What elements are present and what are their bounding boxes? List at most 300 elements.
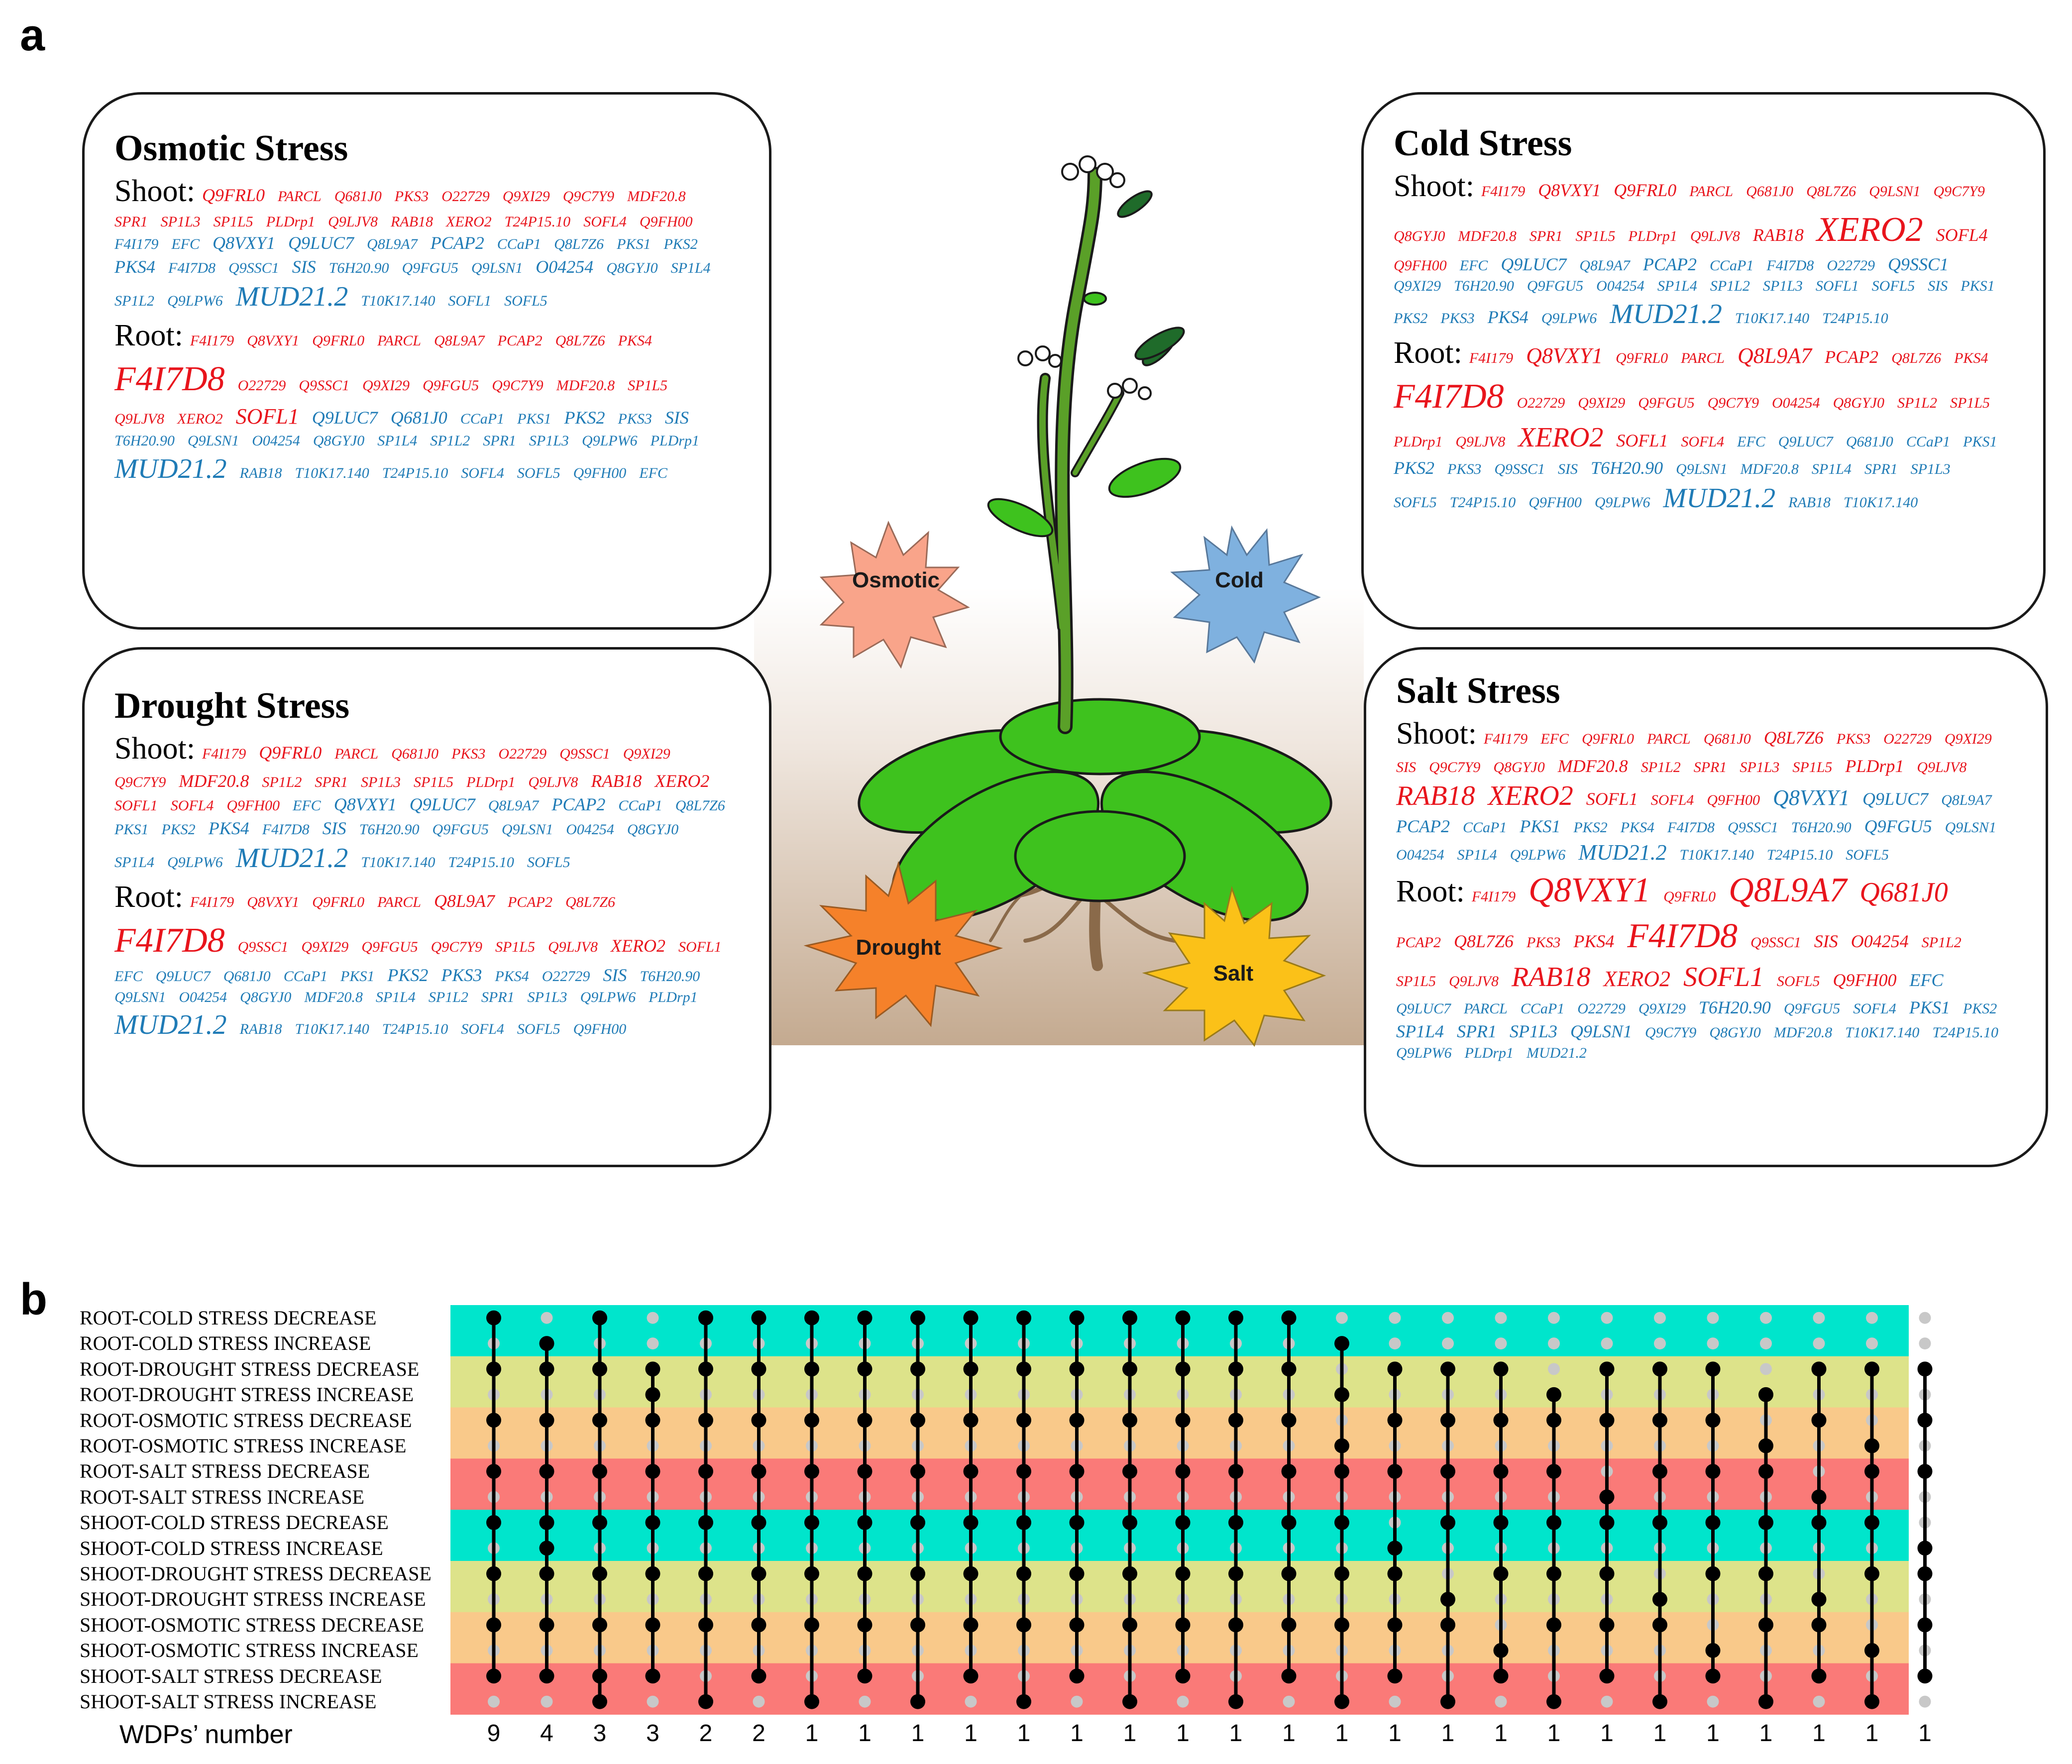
empty-dot bbox=[647, 1337, 659, 1349]
protein-word: MDF20.8 bbox=[1458, 227, 1517, 244]
filled-dot bbox=[1176, 1311, 1191, 1325]
protein-word: SP1L2 bbox=[1897, 394, 1937, 411]
filled-dot bbox=[486, 1311, 501, 1325]
protein-word: SP1L4 bbox=[670, 259, 711, 276]
protein-word: SP1L3 bbox=[160, 213, 201, 230]
protein-word: O04254 bbox=[252, 433, 300, 449]
protein-word: XERO2 bbox=[177, 411, 223, 428]
empty-dot bbox=[1389, 1337, 1401, 1349]
protein-word: SPR1 bbox=[1457, 1021, 1497, 1041]
protein-word: PKS4 bbox=[114, 256, 156, 277]
filled-dot bbox=[1600, 1668, 1615, 1683]
protein-word: Q8VXY1 bbox=[1528, 871, 1651, 909]
protein-word: PARCL bbox=[334, 745, 379, 762]
protein-word: PLDrp1 bbox=[1464, 1045, 1514, 1062]
filled-dot bbox=[1440, 1618, 1455, 1633]
protein-word: MUD21.2 bbox=[1527, 1045, 1587, 1062]
protein-word: Q9LSN1 bbox=[1945, 819, 1996, 836]
filled-dot bbox=[1388, 1362, 1403, 1377]
empty-dot bbox=[1813, 1696, 1825, 1708]
filled-dot bbox=[1440, 1592, 1455, 1607]
protein-word: Q8VXY1 bbox=[1526, 343, 1603, 368]
protein-word: F4I179 bbox=[190, 893, 234, 910]
protein-word: O04254 bbox=[179, 989, 227, 1005]
filled-dot bbox=[1440, 1515, 1455, 1530]
protein-word: F4I7D8 bbox=[168, 259, 216, 276]
protein-word: T6H20.90 bbox=[328, 259, 389, 276]
protein-word: T24P15.10 bbox=[1449, 494, 1516, 511]
column-count: 1 bbox=[1494, 1720, 1508, 1747]
protein-word: Q9FH00 bbox=[573, 1021, 627, 1038]
empty-dot bbox=[1283, 1696, 1295, 1708]
filled-dot bbox=[1706, 1643, 1721, 1658]
filled-dot bbox=[1122, 1311, 1137, 1325]
protein-word: Q9FRL0 bbox=[1616, 349, 1668, 366]
row-label: ROOT-COLD STRESS DECREASE bbox=[80, 1307, 377, 1329]
filled-dot bbox=[698, 1515, 713, 1530]
protein-word: EFC bbox=[114, 968, 143, 985]
protein-word: PARCL bbox=[277, 188, 322, 205]
protein-word: Q8L9A7 bbox=[434, 890, 495, 911]
filled-dot bbox=[1494, 1464, 1509, 1479]
filled-dot bbox=[1918, 1566, 1933, 1581]
protein-word: CCaP1 bbox=[1462, 819, 1507, 836]
filled-dot bbox=[1228, 1362, 1243, 1377]
filled-dot bbox=[1070, 1362, 1085, 1377]
shoot-label: Shoot: bbox=[114, 174, 195, 208]
filled-dot bbox=[1546, 1464, 1561, 1479]
column-count: 1 bbox=[1706, 1720, 1720, 1747]
empty-dot bbox=[1760, 1337, 1772, 1349]
protein-word: Q8VXY1 bbox=[213, 233, 275, 253]
column-count: 1 bbox=[1600, 1720, 1614, 1747]
protein-word: SP1L5 bbox=[1396, 973, 1436, 990]
protein-word: MUD21.2 bbox=[114, 1009, 227, 1041]
filled-dot bbox=[1176, 1515, 1191, 1530]
protein-word: Q9SSC1 bbox=[1494, 461, 1545, 478]
empty-dot bbox=[965, 1696, 977, 1708]
protein-word: EFC bbox=[171, 236, 200, 253]
column-count: 1 bbox=[964, 1720, 978, 1747]
protein-word: PKS3 bbox=[1440, 310, 1475, 327]
filled-dot bbox=[1334, 1566, 1349, 1581]
protein-word: F4I7D8 bbox=[114, 921, 225, 960]
filled-dot bbox=[698, 1694, 713, 1709]
protein-word: SP1L2 bbox=[262, 773, 302, 790]
protein-word: Q9LUC7 bbox=[288, 233, 354, 253]
empty-dot bbox=[1601, 1696, 1613, 1708]
protein-word: PCAP2 bbox=[497, 332, 543, 349]
protein-word: F4I179 bbox=[190, 332, 234, 349]
protein-word: T6H20.90 bbox=[1791, 819, 1852, 836]
root-label: Root: bbox=[114, 880, 183, 914]
protein-word: SP1L5 bbox=[1950, 394, 1990, 411]
protein-word: SOFL5 bbox=[527, 854, 570, 871]
protein-word: MUD21.2 bbox=[1578, 840, 1667, 865]
protein-word: SPR1 bbox=[1693, 759, 1727, 775]
protein-word: RAB18 bbox=[1396, 780, 1475, 812]
filled-dot bbox=[910, 1413, 925, 1428]
protein-word: Q681J0 bbox=[1703, 730, 1751, 747]
protein-word: Q9XI29 bbox=[362, 377, 410, 394]
osmotic-burst-label: Osmotic bbox=[852, 568, 940, 592]
protein-word: Q8GYJ0 bbox=[606, 259, 658, 276]
filled-dot bbox=[1864, 1438, 1879, 1453]
protein-word: CCaP1 bbox=[283, 968, 328, 985]
filled-dot bbox=[698, 1618, 713, 1633]
protein-word: PKS1 bbox=[1909, 997, 1950, 1018]
protein-word: SOFL4 bbox=[1853, 1000, 1896, 1017]
protein-word: Q9LSN1 bbox=[1570, 1021, 1633, 1041]
protein-word: Q9C7Y9 bbox=[114, 773, 166, 790]
empty-dot bbox=[1654, 1337, 1666, 1349]
column-count: 1 bbox=[1812, 1720, 1826, 1747]
filled-dot bbox=[1334, 1438, 1349, 1453]
protein-word: SP1L2 bbox=[114, 293, 155, 310]
column-count: 1 bbox=[1335, 1720, 1349, 1747]
filled-dot bbox=[1070, 1668, 1085, 1683]
protein-word: Q9LPW6 bbox=[581, 433, 638, 449]
filled-dot bbox=[752, 1311, 766, 1325]
filled-dot bbox=[592, 1566, 607, 1581]
filled-dot bbox=[1122, 1618, 1137, 1633]
column-count: 1 bbox=[1759, 1720, 1773, 1747]
empty-dot bbox=[1442, 1312, 1454, 1324]
protein-word: Q9C7Y9 bbox=[1645, 1024, 1697, 1041]
filled-dot bbox=[910, 1515, 925, 1530]
protein-word: Q9FH00 bbox=[639, 213, 693, 230]
empty-dot bbox=[1919, 1696, 1931, 1708]
protein-word: Q9LUC7 bbox=[1862, 789, 1929, 809]
protein-word: T24P15.10 bbox=[1766, 847, 1833, 864]
filled-dot bbox=[858, 1311, 872, 1325]
empty-dot bbox=[541, 1696, 553, 1708]
protein-word: SP1L4 bbox=[1396, 1021, 1444, 1041]
filled-dot bbox=[1334, 1694, 1349, 1709]
protein-word: Q9LJV8 bbox=[328, 213, 378, 230]
protein-word: Q8GYJ0 bbox=[1493, 759, 1545, 775]
protein-word: MDF20.8 bbox=[1557, 756, 1628, 776]
protein-word: SP1L4 bbox=[1457, 847, 1497, 864]
protein-word: SOFL1 bbox=[678, 938, 722, 955]
filled-dot bbox=[1546, 1387, 1561, 1402]
protein-word: PKS2 bbox=[387, 965, 429, 986]
protein-word: SOFL1 bbox=[114, 797, 158, 814]
empty-dot bbox=[488, 1696, 500, 1708]
protein-word: SP1L3 bbox=[1910, 461, 1951, 478]
protein-word: O22729 bbox=[441, 188, 490, 205]
protein-word: Q9FGU5 bbox=[1638, 394, 1695, 411]
filled-dot bbox=[964, 1464, 979, 1479]
empty-dot bbox=[1919, 1312, 1931, 1324]
filled-dot bbox=[1812, 1490, 1827, 1505]
protein-word: PKS3 bbox=[451, 745, 486, 762]
empty-dot bbox=[1548, 1337, 1560, 1349]
filled-dot bbox=[1016, 1515, 1031, 1530]
protein-word: F4I7D8 bbox=[262, 821, 310, 838]
filled-dot bbox=[540, 1464, 554, 1479]
protein-word: Q9LJV8 bbox=[1449, 973, 1499, 990]
column-count: 9 bbox=[487, 1720, 501, 1747]
protein-word: Q8GYJ0 bbox=[1833, 394, 1884, 411]
protein-word: Q8L7Z6 bbox=[1454, 931, 1514, 951]
protein-word: Q9FH00 bbox=[573, 464, 627, 481]
protein-word: Q9LSN1 bbox=[1676, 461, 1728, 478]
protein-word: Q9LJV8 bbox=[528, 773, 578, 790]
protein-word: PKS4 bbox=[1954, 349, 1988, 366]
root-label: Root: bbox=[1394, 335, 1462, 370]
protein-word: Q9LJV8 bbox=[1455, 434, 1506, 450]
empty-dot bbox=[1707, 1312, 1719, 1324]
filled-dot bbox=[646, 1668, 660, 1683]
filled-dot bbox=[646, 1618, 660, 1633]
protein-word: EFC bbox=[1737, 434, 1765, 450]
protein-word: F4I179 bbox=[1481, 183, 1526, 200]
filled-dot bbox=[1494, 1515, 1509, 1530]
protein-word: PKS2 bbox=[1573, 819, 1608, 836]
filled-dot bbox=[964, 1413, 979, 1428]
filled-dot bbox=[1918, 1618, 1933, 1633]
filled-dot bbox=[1282, 1618, 1297, 1633]
filled-dot bbox=[1070, 1413, 1085, 1428]
protein-word: SP1L5 bbox=[628, 377, 668, 394]
protein-word: Q8L9A7 bbox=[434, 332, 485, 349]
protein-word: CCaP1 bbox=[497, 236, 542, 253]
filled-dot bbox=[752, 1566, 766, 1581]
filled-dot bbox=[910, 1566, 925, 1581]
row-label: ROOT-DROUGHT STRESS INCREASE bbox=[80, 1383, 414, 1406]
filled-dot bbox=[1864, 1464, 1879, 1479]
protein-word: Q9SSC1 bbox=[237, 938, 289, 955]
protein-word: Q9C7Y9 bbox=[1707, 394, 1759, 411]
filled-dot bbox=[1016, 1464, 1031, 1479]
protein-word: Q8L7Z6 bbox=[554, 236, 604, 253]
protein-word: Q9LSN1 bbox=[114, 989, 166, 1005]
protein-word: F4I179 bbox=[202, 745, 246, 762]
empty-dot bbox=[753, 1696, 765, 1708]
protein-word: RAB18 bbox=[1752, 224, 1804, 245]
protein-word: RAB18 bbox=[591, 771, 642, 791]
protein-word: PCAP2 bbox=[1643, 254, 1697, 274]
protein-word: Q9SSC1 bbox=[299, 377, 349, 394]
root-label: Root: bbox=[1396, 874, 1465, 908]
column-count: 1 bbox=[1229, 1720, 1243, 1747]
column-count: 1 bbox=[1123, 1720, 1137, 1747]
filled-dot bbox=[1812, 1592, 1827, 1607]
protein-word: PCAP2 bbox=[1396, 934, 1441, 951]
protein-word: SIS bbox=[1928, 278, 1948, 295]
shoot-label: Shoot: bbox=[1396, 716, 1477, 751]
protein-word: PKS2 bbox=[663, 236, 698, 253]
filled-dot bbox=[804, 1311, 819, 1325]
protein-word: PKS1 bbox=[114, 821, 149, 838]
filled-dot bbox=[858, 1566, 872, 1581]
filled-dot bbox=[1864, 1566, 1879, 1581]
protein-word: Q9LUC7 bbox=[312, 408, 378, 428]
protein-word: Q681J0 bbox=[1859, 877, 1948, 908]
row-label: ROOT-SALT STRESS DECREASE bbox=[80, 1460, 370, 1483]
row-label: SHOOT-DROUGHT STRESS DECREASE bbox=[80, 1562, 432, 1585]
filled-dot bbox=[1176, 1618, 1191, 1633]
protein-word: SOFL5 bbox=[1394, 494, 1437, 511]
filled-dot bbox=[1864, 1643, 1879, 1658]
protein-word: Q9SSC1 bbox=[1888, 254, 1949, 274]
column-count: 3 bbox=[646, 1720, 659, 1747]
filled-dot bbox=[1228, 1311, 1243, 1325]
protein-word: T6H20.90 bbox=[359, 821, 420, 838]
filled-dot bbox=[1706, 1566, 1721, 1581]
filled-dot bbox=[752, 1668, 766, 1683]
row-label: ROOT-OSMOTIC STRESS DECREASE bbox=[80, 1409, 412, 1432]
filled-dot bbox=[1176, 1668, 1191, 1683]
protein-word: Q9FRL0 bbox=[312, 332, 365, 349]
protein-word: T10K17.140 bbox=[1679, 847, 1754, 864]
protein-word: PKS4 bbox=[1573, 931, 1615, 951]
filled-dot bbox=[486, 1566, 501, 1581]
filled-dot bbox=[592, 1311, 607, 1325]
filled-dot bbox=[540, 1362, 554, 1377]
filled-dot bbox=[1494, 1413, 1509, 1428]
filled-dot bbox=[1388, 1464, 1403, 1479]
filled-dot bbox=[1546, 1515, 1561, 1530]
protein-word: SIS bbox=[603, 965, 627, 986]
filled-dot bbox=[1122, 1515, 1137, 1530]
protein-word: T24P15.10 bbox=[448, 854, 514, 871]
filled-dot bbox=[698, 1566, 713, 1581]
filled-dot bbox=[1122, 1566, 1137, 1581]
row-label: SHOOT-SALT STRESS INCREASE bbox=[80, 1690, 377, 1713]
protein-word: Q9C7Y9 bbox=[562, 188, 615, 205]
drought-burst-label: Drought bbox=[856, 935, 941, 960]
protein-word: SIS bbox=[322, 818, 346, 838]
protein-word: T6H20.90 bbox=[114, 433, 175, 449]
filled-dot bbox=[646, 1387, 660, 1402]
filled-dot bbox=[1546, 1566, 1561, 1581]
protein-word: F4I179 bbox=[114, 236, 159, 253]
protein-word: EFC bbox=[1540, 730, 1569, 747]
filled-dot bbox=[1334, 1515, 1349, 1530]
filled-dot bbox=[752, 1618, 766, 1633]
protein-word: SOFL4 bbox=[1681, 434, 1725, 450]
protein-word: T24P15.10 bbox=[504, 213, 571, 230]
protein-word: Q8L9A7 bbox=[367, 236, 418, 253]
protein-word: T10K17.140 bbox=[1844, 494, 1918, 511]
protein-word: Q9LPW6 bbox=[1594, 494, 1650, 511]
protein-word: XERO2 bbox=[611, 935, 665, 956]
protein-word: PLDrp1 bbox=[1628, 227, 1677, 244]
protein-word: Q9FGU5 bbox=[422, 377, 479, 394]
filled-dot bbox=[1494, 1566, 1509, 1581]
filled-dot bbox=[1122, 1464, 1137, 1479]
filled-dot bbox=[698, 1362, 713, 1377]
filled-dot bbox=[858, 1618, 872, 1633]
empty-dot bbox=[1389, 1696, 1401, 1708]
filled-dot bbox=[858, 1464, 872, 1479]
protein-word: SP1L3 bbox=[361, 773, 401, 790]
protein-word: Q9SSC1 bbox=[1728, 819, 1778, 836]
protein-word: PCAP2 bbox=[551, 794, 606, 815]
protein-word: PKS1 bbox=[340, 968, 375, 985]
filled-dot bbox=[1706, 1668, 1721, 1683]
protein-word: Q9SSC1 bbox=[228, 259, 279, 276]
filled-dot bbox=[646, 1515, 660, 1530]
protein-word: Q9FRL0 bbox=[1614, 180, 1677, 200]
protein-word: PKS1 bbox=[617, 236, 651, 253]
filled-dot bbox=[1546, 1694, 1561, 1709]
protein-word: PLDrp1 bbox=[266, 213, 316, 230]
protein-word: PARCL bbox=[1681, 349, 1725, 366]
protein-word: SPR1 bbox=[114, 213, 148, 230]
protein-word: SP1L2 bbox=[428, 989, 468, 1005]
filled-dot bbox=[804, 1413, 819, 1428]
protein-word: XERO2 bbox=[1488, 780, 1573, 812]
protein-word: Q9SSC1 bbox=[1750, 934, 1801, 951]
column-count: 1 bbox=[1176, 1720, 1190, 1747]
filled-dot bbox=[592, 1362, 607, 1377]
row-label: SHOOT-DROUGHT STRESS INCREASE bbox=[80, 1588, 426, 1611]
protein-word: Q9LJV8 bbox=[1690, 227, 1740, 244]
protein-word: PKS1 bbox=[1961, 278, 1995, 295]
protein-word: Q9FGU5 bbox=[1783, 1000, 1841, 1017]
protein-word: PCAP2 bbox=[507, 893, 552, 910]
protein-word: SOFL1 bbox=[1683, 962, 1764, 993]
protein-word: Q8L7Z6 bbox=[1806, 183, 1856, 200]
filled-dot bbox=[752, 1515, 766, 1530]
column-count: 1 bbox=[1441, 1720, 1455, 1747]
protein-word: Q9FH00 bbox=[1833, 970, 1897, 991]
row-label: ROOT-OSMOTIC STRESS INCREASE bbox=[80, 1434, 407, 1457]
row-label: SHOOT-COLD STRESS INCREASE bbox=[80, 1537, 383, 1559]
shoot-label: Shoot: bbox=[1394, 169, 1474, 203]
column-count: 1 bbox=[858, 1720, 872, 1747]
protein-word: Q8L7Z6 bbox=[1891, 349, 1942, 366]
protein-word: PKS2 bbox=[1394, 310, 1428, 327]
protein-word: SP1L4 bbox=[375, 989, 416, 1005]
filled-dot bbox=[1864, 1694, 1879, 1709]
filled-dot bbox=[1758, 1566, 1773, 1581]
filled-dot bbox=[1652, 1694, 1667, 1709]
protein-word: Q681J0 bbox=[1846, 434, 1893, 450]
column-count: 4 bbox=[540, 1720, 553, 1747]
protein-word: Q9LPW6 bbox=[1510, 847, 1566, 864]
protein-word: Q9XI29 bbox=[301, 938, 349, 955]
protein-word: SP1L5 bbox=[213, 213, 253, 230]
filled-dot bbox=[1122, 1694, 1137, 1709]
protein-word: SOFL4 bbox=[461, 1021, 504, 1038]
protein-word: Q9FH00 bbox=[1528, 494, 1582, 511]
filled-dot bbox=[1918, 1541, 1933, 1555]
filled-dot bbox=[804, 1566, 819, 1581]
protein-word: Q9FRL0 bbox=[1663, 888, 1716, 905]
protein-word: SP1L2 bbox=[1640, 759, 1681, 775]
protein-word: Q9C7Y9 bbox=[431, 938, 482, 955]
protein-word: PKS4 bbox=[495, 968, 529, 985]
filled-dot bbox=[592, 1694, 607, 1709]
protein-word: Q681J0 bbox=[334, 188, 382, 205]
filled-dot bbox=[1600, 1515, 1615, 1530]
filled-dot bbox=[1918, 1413, 1933, 1428]
filled-dot bbox=[698, 1311, 713, 1325]
filled-dot bbox=[1440, 1464, 1455, 1479]
protein-word: O04254 bbox=[1851, 931, 1909, 951]
filled-dot bbox=[1812, 1413, 1827, 1428]
protein-word: CCaP1 bbox=[618, 797, 662, 814]
box-title: Drought Stress bbox=[114, 685, 350, 726]
filled-dot bbox=[1016, 1413, 1031, 1428]
protein-word: PKS1 bbox=[1963, 434, 1997, 450]
protein-word: SPR1 bbox=[315, 773, 348, 790]
empty-dot bbox=[1495, 1337, 1507, 1349]
